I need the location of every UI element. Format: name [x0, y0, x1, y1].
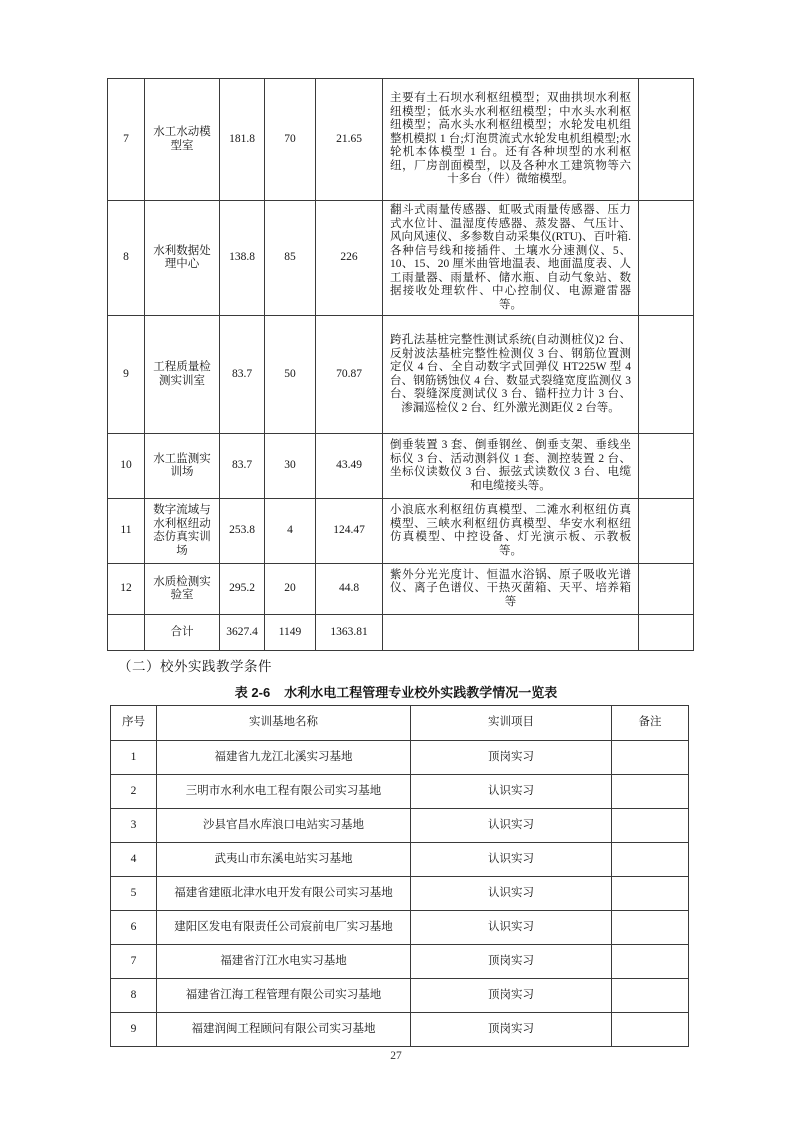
equipment-cell: 紫外分光光度计、恒温水浴锅、原子吸收光谱仪、离子色谱仪、干热灭菌箱、天平、培养箱等: [383, 564, 639, 615]
project-cell: 认识实习: [411, 843, 612, 877]
table-row: [108, 564, 694, 615]
equipment-cell: 主要有土石坝水利枢纽模型；双曲拱坝水利枢纽模型；低水头水利枢纽模型；中水头水利枢纽模型；高水头水利枢纽模型；水轮发电机组整机模拟 1 台;灯泡贯流式水轮发电机组模型;水轮机本体模型 1 台。还有各种坝型的水利枢纽，厂房剖面模型，以及各种水工建筑物等六十多台（件）微缩模型。: [383, 79, 639, 201]
base-name-cell: 福建润闽工程顾问有限公司实习基地: [157, 1013, 411, 1047]
section-heading: （二）校外实践教学条件: [118, 659, 272, 674]
table-row: [111, 979, 689, 1013]
campus-lab-table: [107, 78, 694, 651]
value-cell: 124.47: [316, 499, 383, 564]
value-cell: 43.49: [316, 434, 383, 499]
value-cell: 70.87: [316, 316, 383, 434]
row-no-cell: 9: [111, 1013, 157, 1047]
base-name-cell: 福建省九龙江北溪实习基地: [157, 741, 411, 775]
seats-cell: 4: [265, 499, 316, 564]
remark-cell: [639, 615, 694, 651]
project-cell: 认识实习: [411, 877, 612, 911]
table-row: [108, 434, 694, 499]
value-cell: 44.8: [316, 564, 383, 615]
total-area-cell: 3627.4: [220, 615, 265, 651]
lab-name-cell: 水质检测实验室: [145, 564, 220, 615]
row-no-cell: 10: [108, 434, 145, 499]
table-row: [111, 911, 689, 945]
project-cell: 顶岗实习: [411, 741, 612, 775]
project-cell: 认识实习: [411, 809, 612, 843]
header-no-cell: 序号: [111, 706, 157, 741]
remark-cell: [612, 945, 689, 979]
area-cell: 181.8: [220, 79, 265, 201]
row-no-cell: 3: [111, 809, 157, 843]
remark-cell: [639, 434, 694, 499]
remark-cell: [639, 316, 694, 434]
seats-cell: 30: [265, 434, 316, 499]
table-row: [108, 201, 694, 316]
remark-cell: [612, 877, 689, 911]
table-row: [111, 775, 689, 809]
remark-cell: [612, 979, 689, 1013]
remark-cell: [639, 201, 694, 316]
remark-cell: [612, 809, 689, 843]
project-cell: 顶岗实习: [411, 979, 612, 1013]
equipment-cell: [383, 615, 639, 651]
base-name-cell: 福建省建瓯北津水电开发有限公司实习基地: [157, 877, 411, 911]
lab-name-cell: 水利数据处理中心: [145, 201, 220, 316]
row-no-cell: 6: [111, 911, 157, 945]
seats-cell: 50: [265, 316, 316, 434]
remark-cell: [612, 843, 689, 877]
table-row: [111, 843, 689, 877]
remark-cell: [639, 564, 694, 615]
project-cell: 顶岗实习: [411, 1013, 612, 1047]
base-name-cell: 福建省江海工程管理有限公司实习基地: [157, 979, 411, 1013]
base-name-cell: 建阳区发电有限责任公司宸前电厂实习基地: [157, 911, 411, 945]
table-row: [111, 877, 689, 911]
base-name-cell: 三明市水利水电工程有限公司实习基地: [157, 775, 411, 809]
remark-cell: [612, 775, 689, 809]
seats-cell: 20: [265, 564, 316, 615]
lab-name-cell: 工程质量检测实训室: [145, 316, 220, 434]
equipment-cell: 跨孔法基桩完整性测试系统(自动测桩仪)2 台、反射波法基桩完整性检测仪 3 台、钢筋位置测定仪 4 台、全自动数字式回弹仪 HT225W 型 4 台、钢筋锈蚀仪 4 台、数显式裂缝宽度监测仪 3 台、裂缝深度测试仪 3 台、锚杆拉力计 3 台、渗漏巡检仪 2 台、红外激光测距仪 2 台等。: [383, 316, 639, 434]
row-no-cell: 4: [111, 843, 157, 877]
row-no-cell: 5: [111, 877, 157, 911]
table-row: [111, 809, 689, 843]
area-cell: 295.2: [220, 564, 265, 615]
table-row: [108, 79, 694, 201]
value-cell: 226: [316, 201, 383, 316]
table2-caption-label: 表 2-6: [234, 685, 271, 700]
table-header-row: [111, 706, 689, 741]
table-row: [108, 316, 694, 434]
row-no-cell: [108, 615, 145, 651]
lab-name-cell: 水工监测实训场: [145, 434, 220, 499]
project-cell: 认识实习: [411, 911, 612, 945]
remark-cell: [612, 911, 689, 945]
header-project-cell: 实训项目: [411, 706, 612, 741]
table-row: [111, 741, 689, 775]
base-name-cell: 沙县官昌水库浪口电站实习基地: [157, 809, 411, 843]
table-total-row: [108, 615, 694, 651]
remark-cell: [612, 1013, 689, 1047]
row-no-cell: 11: [108, 499, 145, 564]
value-cell: 21.65: [316, 79, 383, 201]
off-campus-practice-table: [110, 705, 689, 1047]
row-no-cell: 7: [108, 79, 145, 201]
equipment-cell: 翻斗式雨量传感器、虹吸式雨量传感器、压力式水位计、温湿度传感器、蒸发器、气压计、风向风速仪、多参数自动采集仪(RTU)、百叶箱.各种信号线和接插件、土壤水分速测仪、5、10、15、20 厘米曲管地温表、地面温度表、人工雨量器、雨量杯、储水瓶、自动气象站、数据接收处理软件、中心控制仪、电源避雷器等。: [383, 201, 639, 316]
equipment-cell: 小浪底水利枢纽仿真模型、二滩水利枢纽仿真模型、三峡水利枢纽仿真模型、华安水利枢纽仿真模型、中控设备、灯光演示板、示教板等。: [383, 499, 639, 564]
remark-cell: [639, 499, 694, 564]
total-value-cell: 1363.81: [316, 615, 383, 651]
header-base-cell: 实训基地名称: [157, 706, 411, 741]
area-cell: 83.7: [220, 316, 265, 434]
project-cell: 顶岗实习: [411, 945, 612, 979]
seats-cell: 70: [265, 79, 316, 201]
remark-cell: [612, 741, 689, 775]
base-name-cell: 福建省汀江水电实习基地: [157, 945, 411, 979]
header-remark-cell: 备注: [612, 706, 689, 741]
row-no-cell: 7: [111, 945, 157, 979]
table2-caption: [0, 682, 792, 701]
seats-cell: 85: [265, 201, 316, 316]
area-cell: 83.7: [220, 434, 265, 499]
equipment-cell: 倒垂装置 3 套、倒垂钢丝、倒垂支架、垂线坐标仪 3 台、活动测斜仪 1 套、测控装置 2 台、坐标仪读数仪 3 台、振弦式读数仪 3 台、电缆和电缆接头等。: [383, 434, 639, 499]
area-cell: 138.8: [220, 201, 265, 316]
remark-cell: [639, 79, 694, 201]
area-cell: 253.8: [220, 499, 265, 564]
row-no-cell: 8: [111, 979, 157, 1013]
table-row: [111, 945, 689, 979]
table2-caption-text: 水利水电工程管理专业校外实践教学情况一览表: [284, 685, 558, 700]
lab-name-cell: 数字流域与水利枢纽动态仿真实训场: [145, 499, 220, 564]
table-row: [108, 499, 694, 564]
page-number: 27: [390, 1050, 402, 1062]
total-seats-cell: 1149: [265, 615, 316, 651]
project-cell: 认识实习: [411, 775, 612, 809]
total-label-cell: 合计: [145, 615, 220, 651]
row-no-cell: 12: [108, 564, 145, 615]
table-row: [111, 1013, 689, 1047]
row-no-cell: 1: [111, 741, 157, 775]
row-no-cell: 9: [108, 316, 145, 434]
row-no-cell: 2: [111, 775, 157, 809]
lab-name-cell: 水工水动模型室: [145, 79, 220, 201]
base-name-cell: 武夷山市东溪电站实习基地: [157, 843, 411, 877]
row-no-cell: 8: [108, 201, 145, 316]
